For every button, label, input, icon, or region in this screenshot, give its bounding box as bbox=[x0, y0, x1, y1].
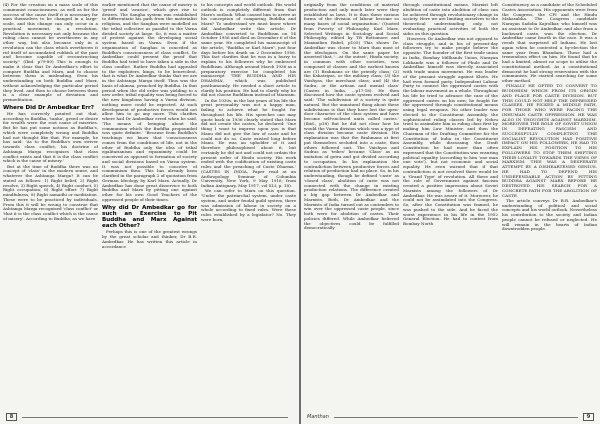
right-page-number: 9 bbox=[583, 413, 594, 421]
body-paragraph: However, Dr Ambedkar was not opposed to class struggle, and in his of present-day followers try to make people believe the opposite. The founder of the first trade union in India, Bombay Millhands Union, Narayan Lokhande was a follower of Phule and Dr Ambedkar himself was directly associated with trade union movement. He was leader of the peasant struggle against Khots. He had even formed party, Independent Labour Party to connect the oppressed castes with the labour movement as a whole. Throughout his life he tried to advance the case of the oppressed castes on his own; he fought for the oppressed through constitutional means using legal weapons. No other leader was elected to the Constituent Assembly, the sophisticated ruling classes led by Nehru tried to assimilate him in ruling class first by making him Law Minister, and then the Chairman of the Drafting Committee for the Constitution of India in the Constituent Assembly, while discussing the Draft Constitution he had more than often expressed that the Constitution was ensuring political equality (according to him 'one man one vote'), but not economic and social equality. He even warned that if that contradiction is not resolved there would be a 'Grand Type' of revolution. All these and the role of Government against fascism created a positive impression about Soviet Marxists among the followers of Dr Ambedkar. He was aware of it. Moreover, he could not be assimilated into the Congress. So, after the Constitution was framed, he was pushed to the side. And he faced the worst experience in his life in the 1952 General Election. He had to contest from Bombay North bbox=[403, 35, 498, 226]
body-paragraph: earlier mentioned that the cause of misery is 'greed' and 'avarice', which give rise to desires. The Sangha system was established to differentiate his path from the materialist religions, and the Sanghas were modelled on the tribal collective as parallel to the Varna divided society at large. So, it was a matter of protest against the developing social system based on Varna. Even if the organisation of Sanghas is conceded as Buddha's consciousness of class conflict, Dr Ambedkar could present the proof that Buddha had tried to have taken a side in the class conflict. Rather Buddha had appealed to the exploiters, kings, to be benevolent, that is what Dr Ambedkar thinks that we are in the Ashtanga Marga itself. Thus was the basis of ahimsa, preached by Buddha. In that period when the old order was yielding to a new order, tribal equality was being forced to the new kingdoms having a Varna division, nothing more could be expected. At such development of productive forces would not allow him to go any more. This clarifies where had Dr Ambedkar erred when he said, 'The means of bringing about the communism which the Buddha propounded was quite definite.' 'Because from Buddha's teachings we know that 'consciousness comes from the conditions of life, not in the other of Buddha only the idea of tribal egalitarianism and equanimity could be conceived as opposed to formation of society and social divisions based on Varna system. It was not possible to conceive of communism then. This has already been clarified in the paragraph 2 of quotation from German Ideology by Karl Marx. Actually, Dr Ambedkar has done great disservice to both Buddha and Marx by pitting one against other for his own Good Teachers of the oppressed people of their times. bbox=[102, 3, 197, 202]
footer-rule bbox=[334, 417, 578, 418]
right-page-columns bbox=[304, 3, 597, 406]
body-paragraph: to his concepts and world outlook. His world outlook is completely different from that Marx's outlook. What caused him to arrive at his conception of comparing Buddha and Marx? To understand we must know where did Ambedkar write this article. Dr Ambedkar converted to Buddhism on 14 October 1956 and died on December 6 of the same year. He completed his manuscript of the article, "Buddha or Karl Marx", just four days before his death on 2 December 1956. This fact clarifies that he was in a hurry to explain to his followers why he embraced Buddhism. Although around March 1936 as a preparatory exercise he completed his manuscript 'THE BUDDHA AND HIS DHAMMA', which was published posthumously. He needed a short article to clarify his position. He had to clarify why he did not choose Buddhism instead of Marxism. bbox=[201, 3, 296, 98]
right-page-footer bbox=[301, 410, 600, 424]
body-paragraph: But at the time of Buddha there was no concept of 'class' in the modern sense, and whatever the Ashtanga Marga? It can be stated as follows: 1) Right belief, 2) Right resolve, 3) Right speech, 4) Right conduct, 5) Right occupation, 6) Right effort 7) Right mindfulness, 8) Right samadhi or meditation. These were to be practiced by individuals. From this it will be wrong to construe that Ashtanga Marga recognised 'class conflict' or 'that it is the class conflict which is the cause of misery'. According to Buddha, as we have bbox=[3, 163, 98, 221]
left-column-1 bbox=[3, 3, 98, 406]
body-paragraph: (4) For the creation on a mass scale of this communist consciousness, as well as for the success of the cause itself it is necessary for men themselves to be changed in a large-scale, and this change can only occur in a practical movement, in a revolution. Revolution is necessary not only because the ruling class cannot be overthrown in any other way, but also because only in a revolution can the class which overthrows it rid itself of accumulated rubbish of the past and become capable of reconstructing society." (Ibid. p79-80) This is enough to make it clear that Dr Ambedkar's effort to compare Buddha and Marx, and to choose between them is misleading. Even his understanding on both Buddha and Marx, without acknowledging the particular period they lived, and then to choose between them is a clear example of deviation and premeditation. bbox=[3, 3, 98, 102]
right-magazine-name: Manthan bbox=[307, 414, 329, 420]
body-paragraph: Perhaps this is one of the greatest wrongs by the great scholar and thinker, Dr B.R. Ambedkar. He has written this article in accordance bbox=[102, 229, 197, 249]
body-paragraph: FINALLY HE OPTED TO CONVERT TO BUDDHISM WHICH FROM ITS ORIGIN AND PLACE FOR CASTE DIVISION. BUT THIS COULD NOT HELP THE DEPRESSED CLASSES. HE PICKED A MIDDLE PATH, FOR THOSE WHO WERE FACING THE INHUMAN CASTE OPPRESSION. HE WAS ALSO IN THOUGHTS AGAINST MARXISM. MOREOVER THE ROLE OF SOVIET UNION IN DEFEATING FASCISM AND SUCCESSFULLY COMPLETING THE SOCIALIST REVOLUTION HAD POSITIVE IMPACT ON HIS FOLLOWERS, HE HAD TO EXPLAIN HIS POSITION TO HIS FOLLOWERS TO STOP THEM SHIFTING THEIR LOYALTY TOWARDS THE VIEWS OF MARXISM. THIS WAS A DESPERATE ATTEMPT BY A DISHEARTENED GENIUS. HE HAD TO DEFEND HIS UNDEFENDABLE ACTION BY PITTING BUDDHA AGAINST MARX BEFORE HE DESTROYED HIS SEARCH FOR A CONCRETE PATH FOR THE ABOLITION OF CASTE. bbox=[502, 83, 597, 198]
left-column-2 bbox=[102, 3, 197, 406]
section-heading: Where Did Dr Ambedkar Err? bbox=[3, 104, 95, 111]
left-column-3 bbox=[201, 3, 296, 406]
left-page bbox=[0, 0, 299, 424]
right-column-3 bbox=[502, 3, 597, 406]
body-paragraph: originally from the conditions of material production and only much later were they established as laws. It is thus these various forms of the division of labour become so many bases of social organisation.' (Quoted from Poverty of Philosophy, Karl Marx, Selected Writings in Sociology and Social Philosophy, edited by TB Bottomore and Maximilien Rubel, p105) This shows Dr. Ambedkar was closer to Marx than most of the ideologues. On the same paper he asserted that, '...at the outset', Hindu society, in common with other societies, was composed of classes and the earliest known are (1) Brahmans or the priestly class; (2) the Kshatriyas, or the military class; (3) the Vaishyas, the merchant class; and (4) the Sudra, or the artisan and menial class' (Castes in India, ...p17-18). He then discussed how the caste system evolved and said: 'The subdivision of a society is quite natural. But the unnatural thing about these subdivisions is that they have lost the open-door character of the class system and have become self-enclosed units called castes.' (Ibid., p18) But he did not clear how he would the Varna division which was a type of class division become caste division. His explanation was that the Brahmans at first put themselves secluded into a caste, then others followed suit. The Vaishyas and Sudras as 'tribes' became 'Class' as an imitation of gotra and got divided according to occupation. In his explanation the contradiction between productive forces and relation of production had no place. So, in his understanding, though he defined 'caste' as 'closed class', abolition of caste was not connected with the change in existing production relations. The difference created a big gap between Dr Ambedkar and Marxists. Both, Dr Ambedkar and the Marxists of India turned out as contenders to win over the oppressed caste people, since both were for abolition of castes. Their policies differed. While Ambedkar believed the objectives could be fulfilled democratically bbox=[304, 3, 399, 231]
right-column-2 bbox=[403, 3, 498, 406]
right-page bbox=[301, 0, 600, 424]
right-column-1 bbox=[304, 3, 399, 406]
body-paragraph: The article conveys Dr B.R. Ambedkar's understanding of political and social concepts and his world outlook. Nevertheless his contribution to the society and Indian people cannot be refused or neglected. He will remain in the hearts of Indian downtrodden people. bbox=[502, 197, 597, 232]
footer-rule bbox=[22, 417, 288, 418]
left-page-columns bbox=[3, 3, 296, 406]
left-page-footer bbox=[0, 410, 299, 424]
body-paragraph: Constituency as a candidate of the Scheduled Castes Association. His opponents were from the Congress, the CPI and the Hindu Mahasabha. The Congress candidate Narayan Sadoba Kajrolkar, who himself was an assistant to Dr Ambedkar, and also from a backward caste, won the election. Dr Ambedkar came fourth in the race. It was a result that surprised all Indians. He lost again when he contested a by-election the same year from Bhandara. These had a tremendous effect on him. He found that he had a limited, almost no scope to utilise the constitutional method. As a constitutional democrat he had strong reservation with the communists. He started searching for some other method. bbox=[502, 3, 597, 83]
body-paragraph: He has correctly pointed out that, according to Buddha, 'tanha', greed or desire for wealth were the root cause of miseries. But he has put some notions as Buddha's, which were completely wrong and Buddha had not thought like that. For example, he has said: 'As to the Buddha's own striver towards class conflict, his doctrine of Ashtanga Marga recognises that class conflict exists and that it is the class conflict which is the cause of misery.' bbox=[3, 110, 98, 164]
body-paragraph: through constitutional means, Marxist left abolition of caste into abolition of class can be achieved through revolutionary change in society. Here we are limiting ourselves to the theoretical understanding only, not evaluating practical activities of both the sides on this question. bbox=[403, 3, 498, 36]
body-paragraph: In the 1930s, in the last years of his life the great personality was not a happy man, failing to achieve what he fought for throughout his life. His speeches one may quote back in 1936 clearly stated that Marx did not create the castes, he declared: 'One thing I want to impress upon you is that Manu did not give the law of caste and he could not do so. Caste existed long before Manu. He was an upholder of it and therefore philosophised about it, but certainly he did not and could not ordain the present order of Hindu society. His work ended with the codification of existing caste rules and the preaching of Caste Dharma.' (CASTES IN INDIA, Paper read at an Anthropology Seminar of Columbia University, New York, 9 May 1916; from Indian Antiquary, May 1917, vol XLI, p. 18). bbox=[201, 97, 296, 188]
section-heading: Why did Dr Ambedkar go for such an Exercise to Pit Buddha and Marx Against each Other? bbox=[102, 204, 197, 230]
left-page-number: 8 bbox=[6, 413, 17, 421]
body-paragraph: We can refer to Marx on this question. 'Under the patriarchal system, under caste system, and under feudal guild system, there was admission of labour in society on a whole according to fixed rules. Were these rules established by a legislator? No. They were born, bbox=[201, 188, 296, 222]
